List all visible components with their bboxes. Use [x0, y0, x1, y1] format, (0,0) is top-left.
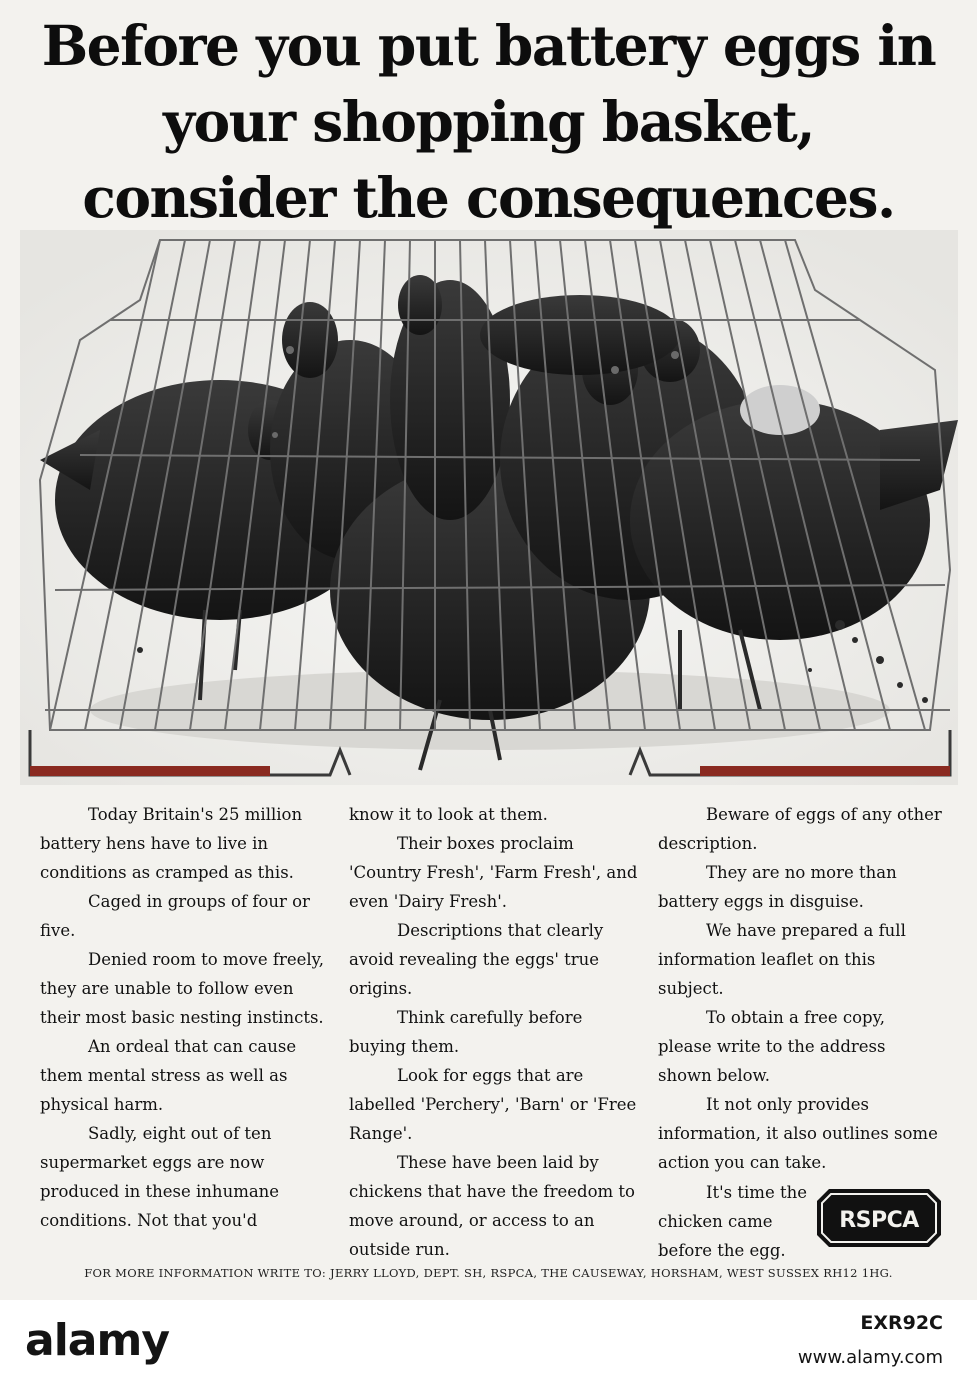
headline-line-1: Before you put battery eggs in — [41, 13, 936, 78]
column2-paragraph: Look for eggs that are labelled 'Perchery', 'Barn' or 'Free Range'. — [349, 1066, 637, 1143]
rspca-logo — [815, 1187, 943, 1249]
body-column-2 — [349, 800, 639, 1264]
slogan-line-2: chicken came — [658, 1212, 773, 1231]
stock-image-id: EXR92C — [860, 1312, 943, 1334]
column3-paragraph: Beware of eggs of any other description. — [658, 805, 942, 853]
column2-paragraph: Descriptions that clearly avoid revealing the eggs' true origins. — [349, 921, 604, 998]
column3-paragraph: To obtain a free copy, please write to the address shown below. — [658, 1008, 886, 1085]
stock-url: www.alamy.com — [797, 1347, 943, 1368]
rspca-logo-text: RSPCA — [839, 1208, 919, 1233]
body-column-1 — [40, 800, 330, 1235]
column2-paragraph: Think carefully before buying them. — [349, 1008, 583, 1056]
column3-paragraph: They are no more than battery eggs in disguise. — [658, 863, 897, 911]
caged-hens-photo — [20, 230, 958, 785]
column1-paragraph: Denied room to move freely, they are unable to follow even their most basic nesting instincts. — [40, 950, 325, 1027]
contact-address: FOR MORE INFORMATION WRITE TO: JERRY LLOYD, DEPT. SH, RSPCA, THE CAUSEWAY, HORSHAM, WEST SUSSEX RH12 1HG. — [84, 1266, 893, 1280]
column1-paragraph: An ordeal that can cause them mental stress as well as physical harm. — [40, 1037, 297, 1114]
column3-paragraph: It not only provides information, it also outlines some action you can take. — [658, 1095, 938, 1172]
slogan-line-1: It's time the — [706, 1183, 807, 1202]
body-column-3 — [658, 800, 943, 1177]
column2-paragraph: Their boxes proclaim 'Country Fresh', 'Farm Fresh', and even 'Dairy Fresh'. — [349, 834, 638, 911]
column2-paragraph: These have been laid by chickens that have the freedom to move around, or access to an outside run. — [349, 1153, 635, 1259]
headline — [0, 8, 977, 236]
column1-paragraph: Today Britain's 25 million battery hens have to live in conditions as cramped as this. — [40, 805, 303, 882]
headline-line-3: consider the consequences. — [82, 165, 895, 230]
column1-paragraph: Caged in groups of four or five. — [40, 892, 310, 940]
headline-line-2: your shopping basket, — [162, 89, 814, 154]
stock-brand-logo: alamy — [25, 1315, 169, 1366]
column3-paragraph: We have prepared a full information leaflet on this subject. — [658, 921, 906, 998]
slogan-line-3: before the egg. — [658, 1241, 786, 1260]
closing-slogan — [658, 1178, 828, 1265]
column1-paragraph: Sadly, eight out of ten supermarket eggs are now produced in these inhumane conditions. Not that you'd — [40, 1124, 280, 1230]
column2-paragraph: know it to look at them. — [349, 805, 548, 824]
